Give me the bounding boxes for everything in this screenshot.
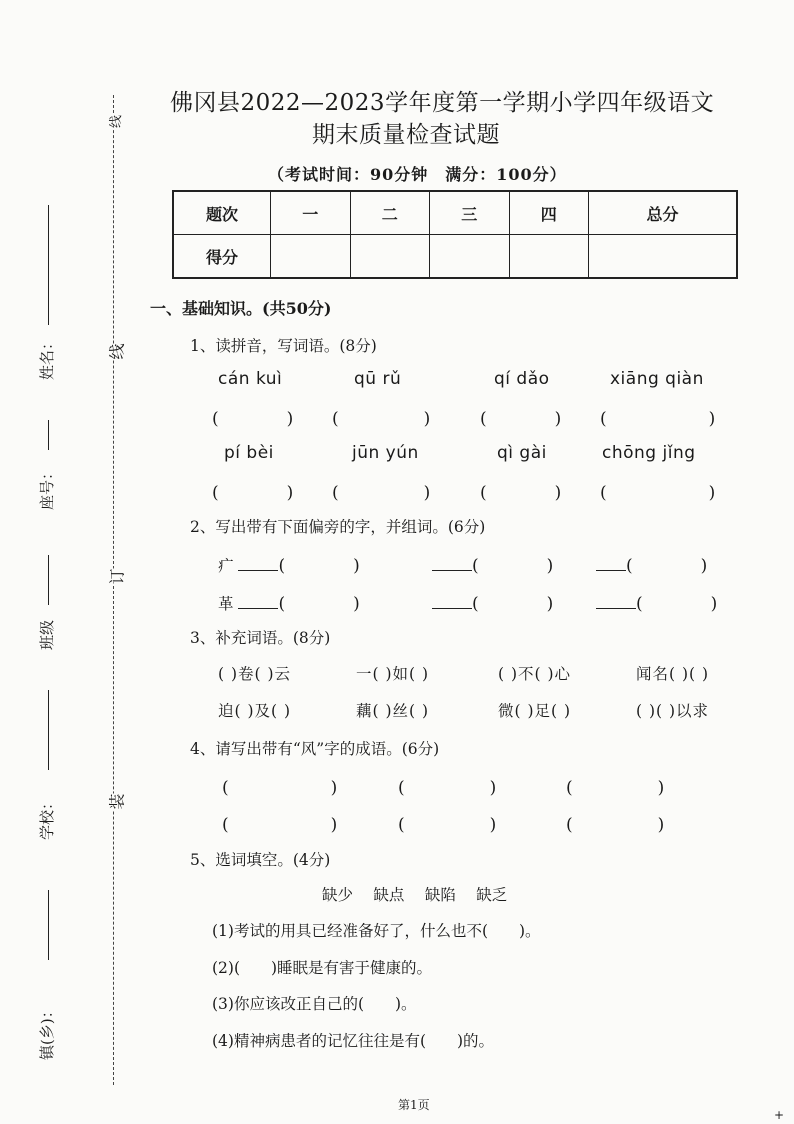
- idiom-fill[interactable]: 闻名( )( ): [636, 665, 710, 683]
- class-label: 班级: [38, 619, 56, 650]
- q3-prompt: 3、补充词语。(8分): [190, 629, 331, 647]
- binding-seal-label: 订: [105, 568, 128, 584]
- idiom-fill[interactable]: 迫( )及( ): [218, 702, 292, 720]
- char-blank[interactable]: [432, 556, 472, 571]
- radical-label: 疒: [218, 557, 234, 575]
- idiom-fill[interactable]: 微( )足( ): [498, 702, 572, 720]
- binding-line-label: 线: [105, 343, 128, 359]
- answer-box[interactable]: ( ): [278, 594, 360, 614]
- score-input-cell[interactable]: [350, 235, 430, 279]
- score-header-cell: 一: [271, 191, 351, 235]
- idiom-fill[interactable]: 藕( )丝( ): [356, 702, 430, 720]
- page-number: 第1页: [398, 1098, 430, 1112]
- idiom-fill[interactable]: ( )( )以求: [636, 702, 710, 720]
- answer-box[interactable]: ( ): [480, 409, 562, 429]
- answer-box[interactable]: ( ): [636, 594, 718, 614]
- score-header-cell: 题次: [173, 191, 271, 235]
- radical-row-2-item: [432, 589, 553, 614]
- score-input-cell[interactable]: [271, 235, 351, 279]
- binding-pack-label: 装: [105, 793, 128, 809]
- answer-box[interactable]: ( ): [212, 409, 294, 429]
- pinyin-item: qí dǎo: [494, 369, 550, 389]
- page-title: 佛冈县2022—2023学年度第一学期小学四年级语文: [170, 90, 715, 116]
- answer-box[interactable]: ( ): [600, 409, 716, 429]
- answer-box[interactable]: ( ): [626, 556, 708, 576]
- answer-box[interactable]: ( ): [332, 483, 431, 503]
- q5-prompt: 5、选词填空。(4分): [190, 851, 331, 869]
- radical-row-2: [218, 589, 360, 614]
- answer-box[interactable]: ( ): [480, 483, 562, 503]
- town-write-line[interactable]: [48, 890, 49, 960]
- binding-dashed-line: [113, 95, 114, 1085]
- idiom-fill[interactable]: ( )卷( )云: [218, 665, 292, 683]
- q4-prompt: 4、请写出带有“风”字的成语。(6分): [190, 740, 440, 758]
- binding-mark: 线: [105, 115, 124, 128]
- radical-label: 革: [218, 595, 234, 613]
- pinyin-item: jūn yún: [352, 443, 419, 463]
- pinyin-item: chōng jǐng: [602, 443, 696, 463]
- answer-box[interactable]: ( ): [332, 409, 431, 429]
- school-write-line[interactable]: [48, 690, 49, 770]
- pinyin-item: qū rǔ: [354, 369, 402, 389]
- class-write-line[interactable]: [48, 555, 49, 605]
- section-1-heading: 一、基础知识。(共50分): [150, 299, 332, 318]
- corner-mark: +: [774, 1108, 785, 1122]
- radical-row-1-item: [432, 551, 553, 576]
- radical-row-1: [218, 551, 360, 576]
- score-row-label: 得分: [173, 235, 271, 279]
- char-blank[interactable]: [238, 556, 278, 571]
- town-label: 镇(乡)：: [38, 1003, 56, 1060]
- page-subtitle: 期末质量检查试题: [312, 122, 500, 148]
- answer-box[interactable]: ( ): [222, 815, 338, 835]
- answer-box[interactable]: ( ): [212, 483, 294, 503]
- idiom-fill[interactable]: ( )不( )心: [498, 665, 572, 683]
- answer-box[interactable]: ( ): [278, 556, 360, 576]
- seat-write-line[interactable]: [48, 420, 49, 450]
- score-input-cell[interactable]: [509, 235, 589, 279]
- score-input-cell[interactable]: [430, 235, 510, 279]
- char-blank[interactable]: [432, 594, 472, 609]
- score-header-cell: 总分: [589, 191, 738, 235]
- score-header-cell: 四: [509, 191, 589, 235]
- radical-row-2-item: [596, 589, 717, 614]
- answer-box[interactable]: ( ): [398, 815, 497, 835]
- pinyin-item: qì gài: [497, 443, 547, 463]
- answer-box[interactable]: ( ): [566, 778, 665, 798]
- school-label: 学校：: [38, 794, 56, 840]
- answer-box[interactable]: ( ): [600, 483, 716, 503]
- name-label: 姓名：: [38, 334, 56, 380]
- name-write-line[interactable]: [48, 205, 49, 325]
- exam-info: （考试时间：90分钟 满分：100分）: [268, 165, 567, 184]
- score-table-header-row: [173, 191, 737, 235]
- score-input-cell[interactable]: [589, 235, 738, 279]
- q5-sentence-2[interactable]: (2)( )睡眠是有害于健康的。: [212, 959, 433, 977]
- q1-prompt: 1、读拼音，写词语。(8分): [190, 337, 377, 355]
- char-blank[interactable]: [596, 556, 626, 571]
- answer-box[interactable]: ( ): [472, 594, 554, 614]
- char-blank[interactable]: [238, 594, 278, 609]
- answer-box[interactable]: ( ): [222, 778, 338, 798]
- q2-prompt: 2、写出带有下面偏旁的字，并组词。(6分): [190, 518, 486, 536]
- q5-sentence-3[interactable]: (3)你应该改正自己的( )。: [212, 995, 417, 1013]
- pinyin-item: xiāng qiàn: [610, 369, 704, 389]
- answer-box[interactable]: ( ): [566, 815, 665, 835]
- score-header-cell: 三: [430, 191, 510, 235]
- seat-label: 座号：: [38, 464, 56, 510]
- q5-sentence-1[interactable]: (1)考试的用具已经准备好了，什么也不( )。: [212, 922, 541, 940]
- idiom-fill[interactable]: 一( )如( ): [356, 665, 430, 683]
- q5-sentence-4[interactable]: (4)精神病患者的记忆往往是有( )的。: [212, 1032, 495, 1050]
- answer-box[interactable]: ( ): [398, 778, 497, 798]
- char-blank[interactable]: [596, 594, 636, 609]
- score-table: [172, 190, 738, 279]
- pinyin-item: cán kuì: [218, 369, 283, 389]
- pinyin-item: pí bèi: [224, 443, 274, 463]
- radical-row-1-item: [596, 551, 707, 576]
- answer-box[interactable]: ( ): [472, 556, 554, 576]
- q5-word-options: 缺少 缺点 缺陷 缺乏: [322, 886, 508, 904]
- score-header-cell: 二: [350, 191, 430, 235]
- score-table-score-row: [173, 235, 737, 279]
